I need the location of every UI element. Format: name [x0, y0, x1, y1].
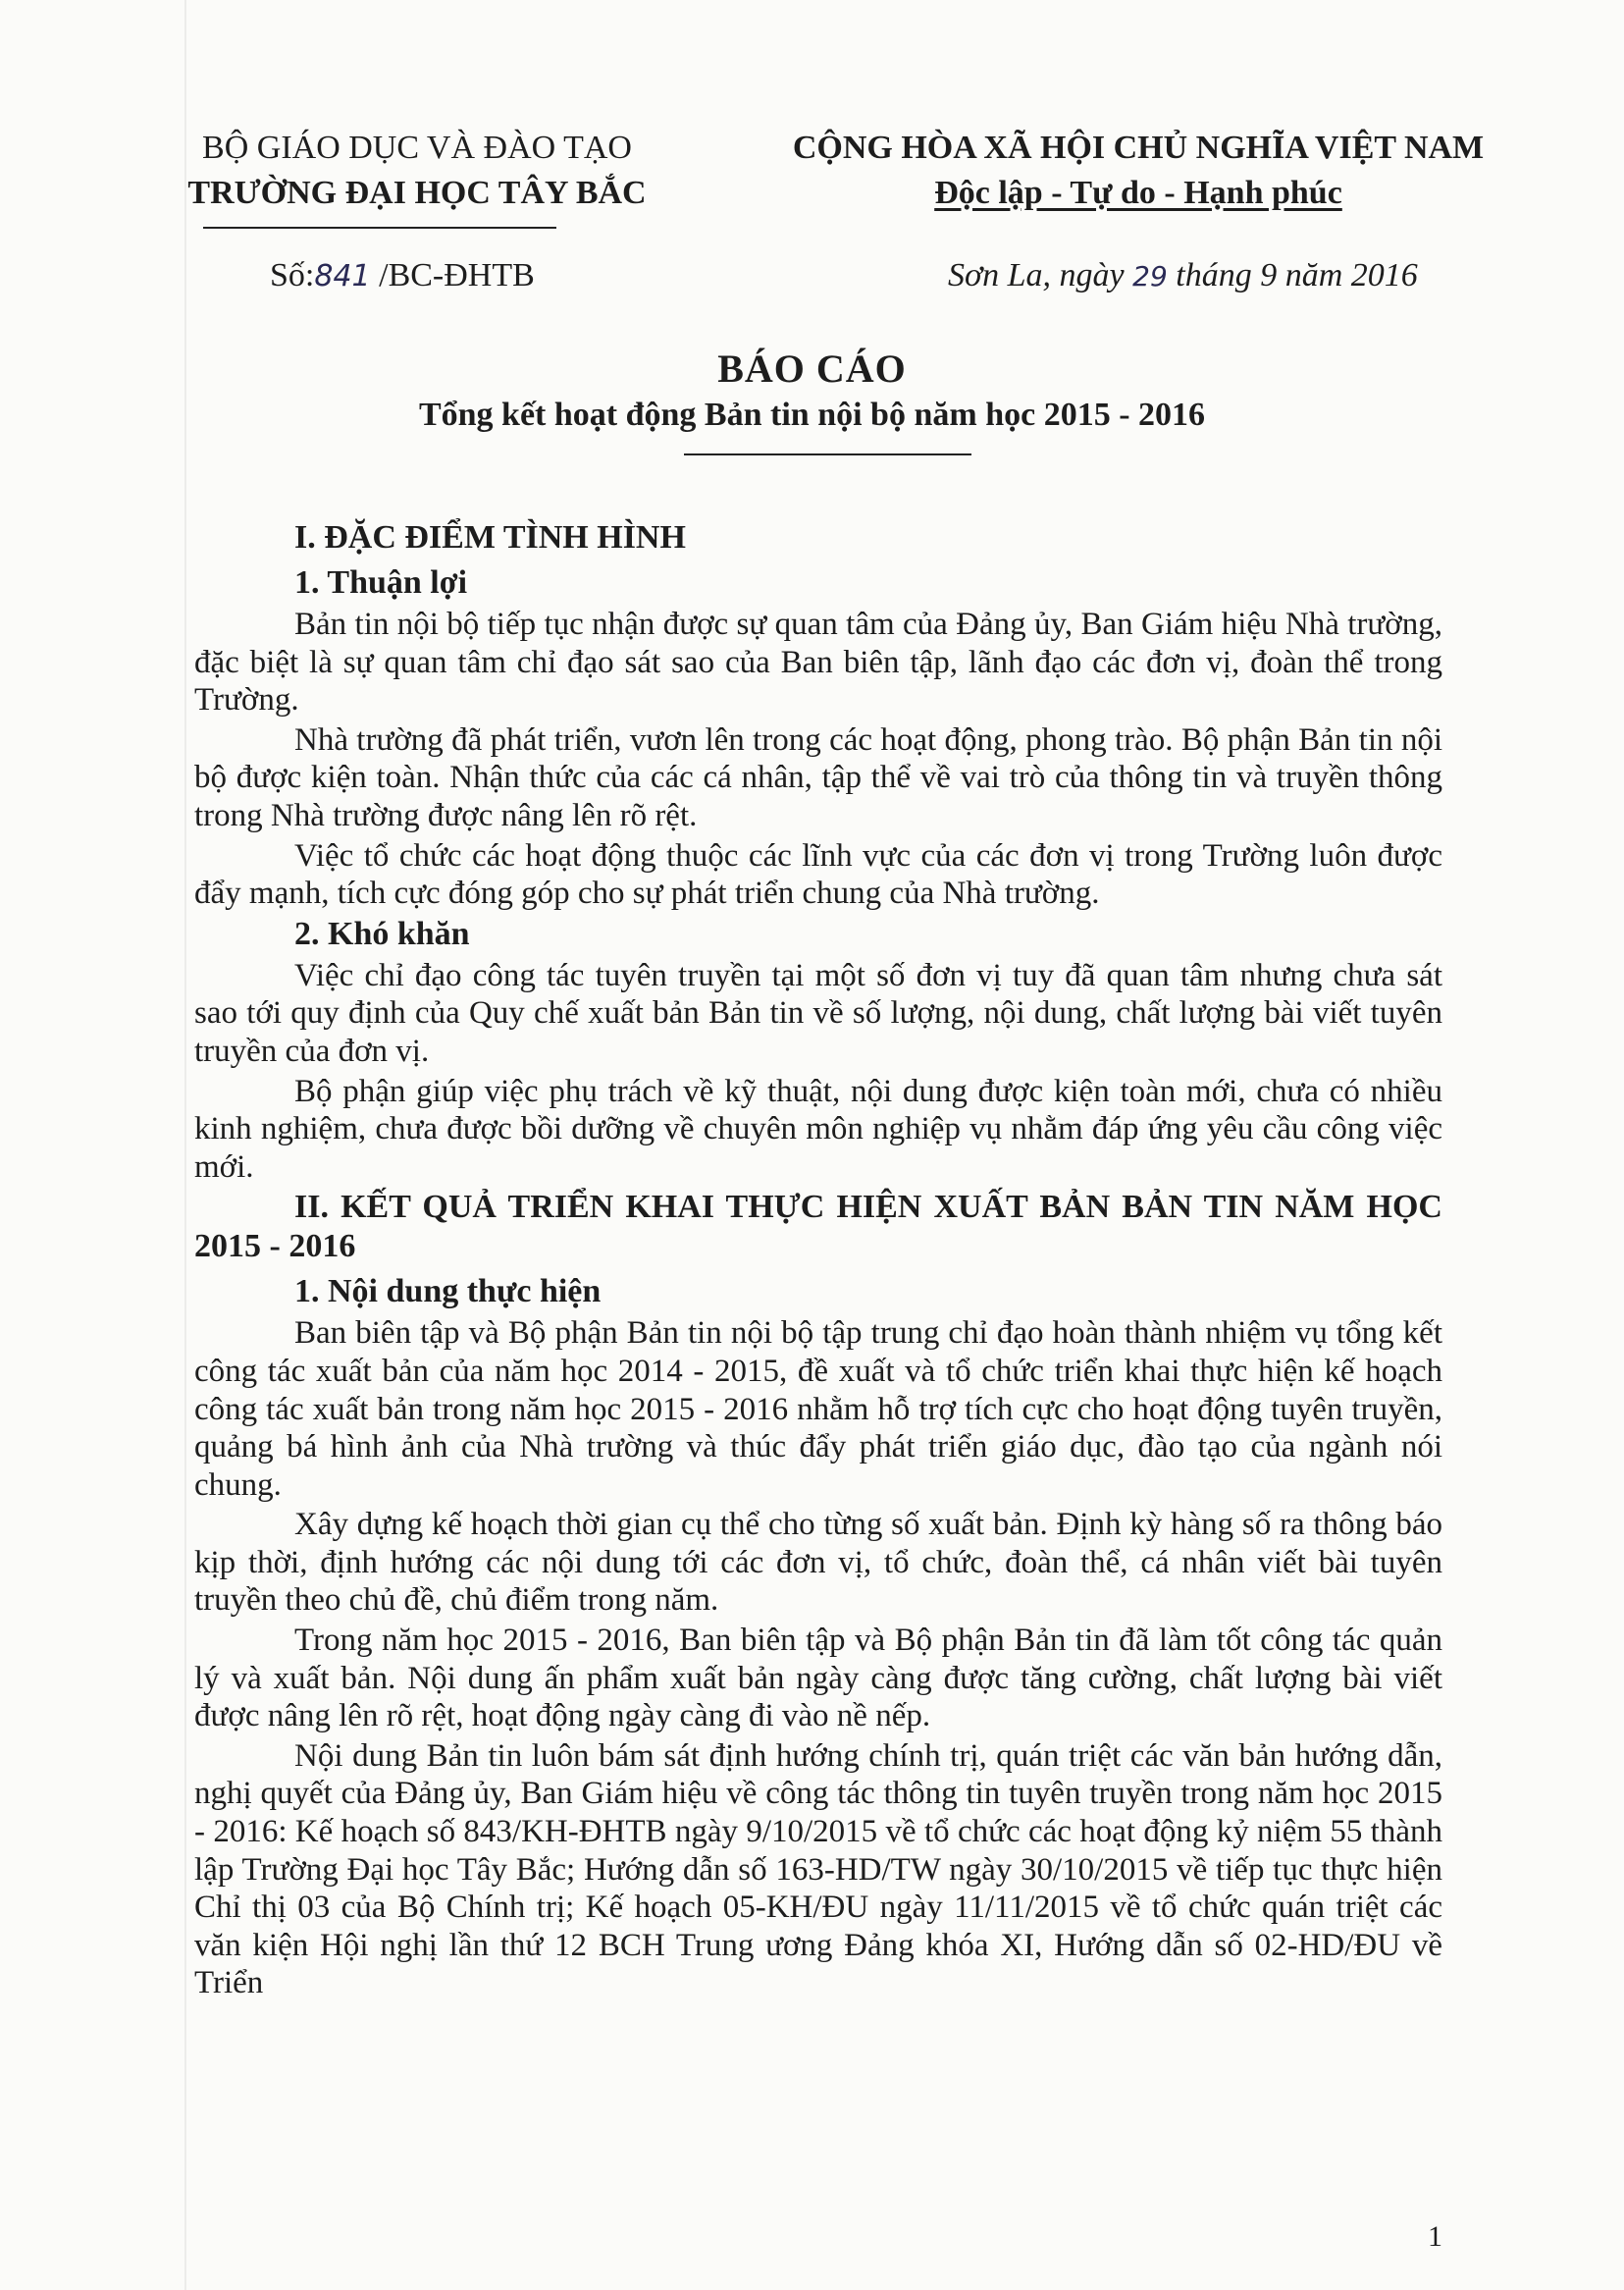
- paragraph: Nội dung Bản tin luôn bám sát định hướng chính trị, quán triệt các văn bản hướng dẫn, nghị quyết của Đảng ủy, Ban Giám hiệu về công tác thông tin tuyên truyền trong năm học 2015 - 2016: Kế hoạch số 843/KH-ĐHTB ngày 9/10/2015 về tổ chức các hoạt động kỷ niệm 55 thành lập Trường Đại học Tây Bắc; Hướng dẫn số 163-HD/TW ngày 30/10/2015 về tiếp tục thực hiện Chỉ thị 03 của Bộ Chính trị; Kế hoạch 05-KH/ĐU ngày 11/11/2015 về tổ chức quán triệt các văn kiện Hội nghị lần thứ 12 BCH Trung ương Đảng khóa XI, Hướng dẫn số 02-HD/ĐU về Triển: [194, 1737, 1442, 2001]
- page-number: 1: [1428, 2220, 1442, 2253]
- date-day-handwritten: 29: [1132, 260, 1168, 293]
- doc-no-prefix: Số:: [270, 257, 315, 293]
- authority-underline: [203, 227, 556, 229]
- subsection-heading: 2. Khó khăn: [294, 915, 470, 952]
- university-name: TRƯỜNG ĐẠI HỌC TÂY BẮC: [187, 175, 647, 211]
- scan-edge-shadow: [184, 0, 186, 2290]
- paragraph: Ban biên tập và Bộ phận Bản tin nội bộ tập trung chỉ đạo hoàn thành nhiệm vụ tổng kết công tác xuất bản của năm học 2014 - 2015, đề xuất và tổ chức triển khai thực hiện kế hoạch công tác xuất bản trong năm học 2015 - 2016 nhằm hỗ trợ tích cực cho hoạt động tuyên truyền, quảng bá hình ảnh của Nhà trường và thúc đẩy phát triển giáo dục, đào tạo của ngành nói chung.: [194, 1315, 1442, 1503]
- paragraph: Trong năm học 2015 - 2016, Ban biên tập và Bộ phận Bản tin đã làm tốt công tác quản lý và xuất bản. Nội dung ấn phẩm xuất bản ngày càng được tăng cường, chất lượng bài viết được nâng lên rõ rệt, hoạt động ngày càng đi vào nề nếp.: [194, 1623, 1442, 1734]
- document-body: [194, 518, 1442, 2004]
- country-name: CỘNG HÒA XÃ HỘI CHỦ NGHĨA VIỆT NAM: [792, 130, 1485, 166]
- paragraph: Việc tổ chức các hoạt động thuộc các lĩnh vực của các đơn vị trong Trường luôn được đẩy mạnh, tích cực đóng góp cho sự phát triển chung của Nhà trường.: [194, 837, 1442, 912]
- paragraph: Việc chỉ đạo công tác tuyên truyền tại một số đơn vị tuy đã quan tâm nhưng chưa sát sao tới quy định của Quy chế xuất bản Bản tin về số lượng, nội dung, chất lượng bài viết tuyên truyền của đơn vị.: [194, 957, 1442, 1069]
- doc-no-handwritten: 841: [314, 259, 371, 293]
- date-line: [948, 253, 1497, 299]
- subsection-heading: 1. Thuận lợi: [294, 564, 468, 601]
- subsection-heading: 1. Nội dung thực hiện: [294, 1273, 602, 1310]
- document-title: BÁO CÁO: [717, 346, 907, 391]
- date-prefix: Sơn La, ngày: [948, 257, 1125, 293]
- doc-no-suffix: /BC-ĐHTB: [379, 257, 535, 293]
- national-title: [746, 126, 1531, 216]
- title-underline: [684, 453, 971, 455]
- paragraph: Nhà trường đã phát triển, vươn lên trong các hoạt động, phong trào. Bộ phận Bản tin nội bộ được kiện toàn. Nhận thức của các cá nhân, tập thể về vai trò của thông tin và truyền thông trong Nhà trường được nâng lên rõ rệt.: [194, 721, 1442, 833]
- national-motto: Độc lập - Tự do - Hạnh phúc: [934, 175, 1342, 211]
- issuing-authority: [162, 126, 672, 216]
- paragraph: Bản tin nội bộ tiếp tục nhận được sự quan tâm của Đảng ủy, Ban Giám hiệu Nhà trường, đặc biệt là sự quan tâm chỉ đạo sát sao của Ban biên tập, lãnh đạo các đơn vị, đoàn thể trong Trường.: [194, 607, 1442, 719]
- section-heading: I. ĐẶC ĐIỂM TÌNH HÌNH: [294, 519, 686, 556]
- document-subtitle: Tổng kết hoạt động Bản tin nội bộ năm học 2015 - 2016: [418, 397, 1206, 433]
- section-heading: II. KẾT QUẢ TRIỂN KHAI THỰC HIỆN XUẤT BẢN BẢN TIN NĂM HỌC 2015 - 2016: [194, 1189, 1442, 1265]
- paragraph: Xây dựng kế hoạch thời gian cụ thể cho từng số xuất bản. Định kỳ hàng số ra thông báo kịp thời, định hướng các nội dung tới các đơn vị, tổ chức, đoàn thể, cá nhân viết bài tuyên truyền theo chủ đề, chủ điểm trong năm.: [194, 1507, 1442, 1619]
- ministry-name: BỘ GIÁO DỤC VÀ ĐÀO TẠO: [202, 130, 632, 166]
- paragraph: Bộ phận giúp việc phụ trách về kỹ thuật, nội dung được kiện toàn mới, chưa có nhiều kinh nghiệm, chưa được bồi dưỡng về chuyên môn nghiệp vụ nhằm đáp ứng yêu cầu công việc mới.: [194, 1073, 1442, 1185]
- document-number: [270, 253, 535, 299]
- date-suffix: tháng 9 năm 2016: [1176, 257, 1418, 293]
